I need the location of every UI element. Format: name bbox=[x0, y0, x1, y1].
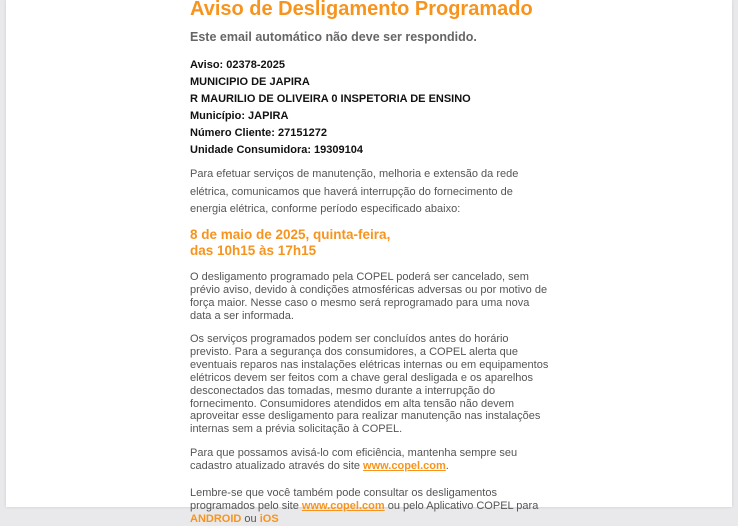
more-info-paragraph bbox=[190, 487, 552, 526]
consumer-unit: Unidade Consumidora: 19309104 bbox=[190, 144, 364, 156]
update-paragraph bbox=[190, 447, 552, 473]
outage-time: das 10h15 às 17h15 bbox=[190, 243, 317, 258]
email-title: Aviso de Desligamento Programado bbox=[190, 0, 533, 20]
email-body bbox=[6, 0, 732, 525]
more-or: ou bbox=[241, 512, 260, 525]
more-mid: ou pelo Aplicativo COPEL para bbox=[384, 499, 539, 512]
notice-info-block bbox=[190, 57, 570, 159]
ios-app-link[interactable]: iOS bbox=[259, 512, 279, 525]
more-text: Lembre-se que você também pode consultar os desligamentos programados pelo site bbox=[190, 487, 497, 512]
update-text: Para que possamos avisá-lo com eficiência, mantenha sempre seu cadastro atualizado através do site bbox=[190, 447, 518, 472]
customer-address: R MAURILIO DE OLIVEIRA 0 INSPETORIA DE ENSINO bbox=[190, 93, 471, 105]
email-subtitle: Este email automático não deve ser respondido. bbox=[190, 30, 477, 44]
safety-paragraph: Os serviços programados podem ser concluídos antes do horário previsto. Para a segurança dos consumidores, a COPEL alerta que eventuais reparos nas instalações elétricas internas ou em equipamentos elétricos devem ser feitos com a chave geral desligada e os aparelhos desconectados das tomadas, mesmo durante a interrupção do fornecimento. Consumidores atendidos em alta tensão não devem aproveitar esse desligamento para realizar manutenção nas instalações internas sem a prévia solicitação à COPEL. bbox=[190, 333, 549, 436]
android-app-link[interactable]: ANDROID bbox=[190, 512, 242, 525]
outage-date: 8 de maio de 2025, quinta-feira, bbox=[190, 227, 391, 242]
copel-site-link-2[interactable]: www.copel.com bbox=[301, 499, 385, 512]
update-end: . bbox=[445, 459, 449, 472]
outage-schedule bbox=[190, 227, 390, 259]
cancellation-paragraph: O desligamento programado pela COPEL poderá ser cancelado, sem prévio aviso, devido à condições atmosféricas adversas ou por motivo de força maior. Nesse caso o mesmo será reprogramado para uma nova data a ser informada. bbox=[190, 271, 548, 322]
municipality: Município: JAPIRA bbox=[190, 110, 289, 122]
client-number: Número Cliente: 27151272 bbox=[190, 127, 327, 139]
customer-name: MUNICIPIO DE JAPIRA bbox=[190, 76, 310, 88]
notice-number: Aviso: 02378-2025 bbox=[190, 59, 285, 71]
copel-site-link[interactable]: www.copel.com bbox=[363, 459, 446, 472]
intro-paragraph: Para efetuar serviços de manutenção, melhoria e extensão da rede elétrica, comunicamos que haverá interrupção do fornecimento de energia elétrica, conforme período especificado abaixo: bbox=[190, 168, 519, 215]
